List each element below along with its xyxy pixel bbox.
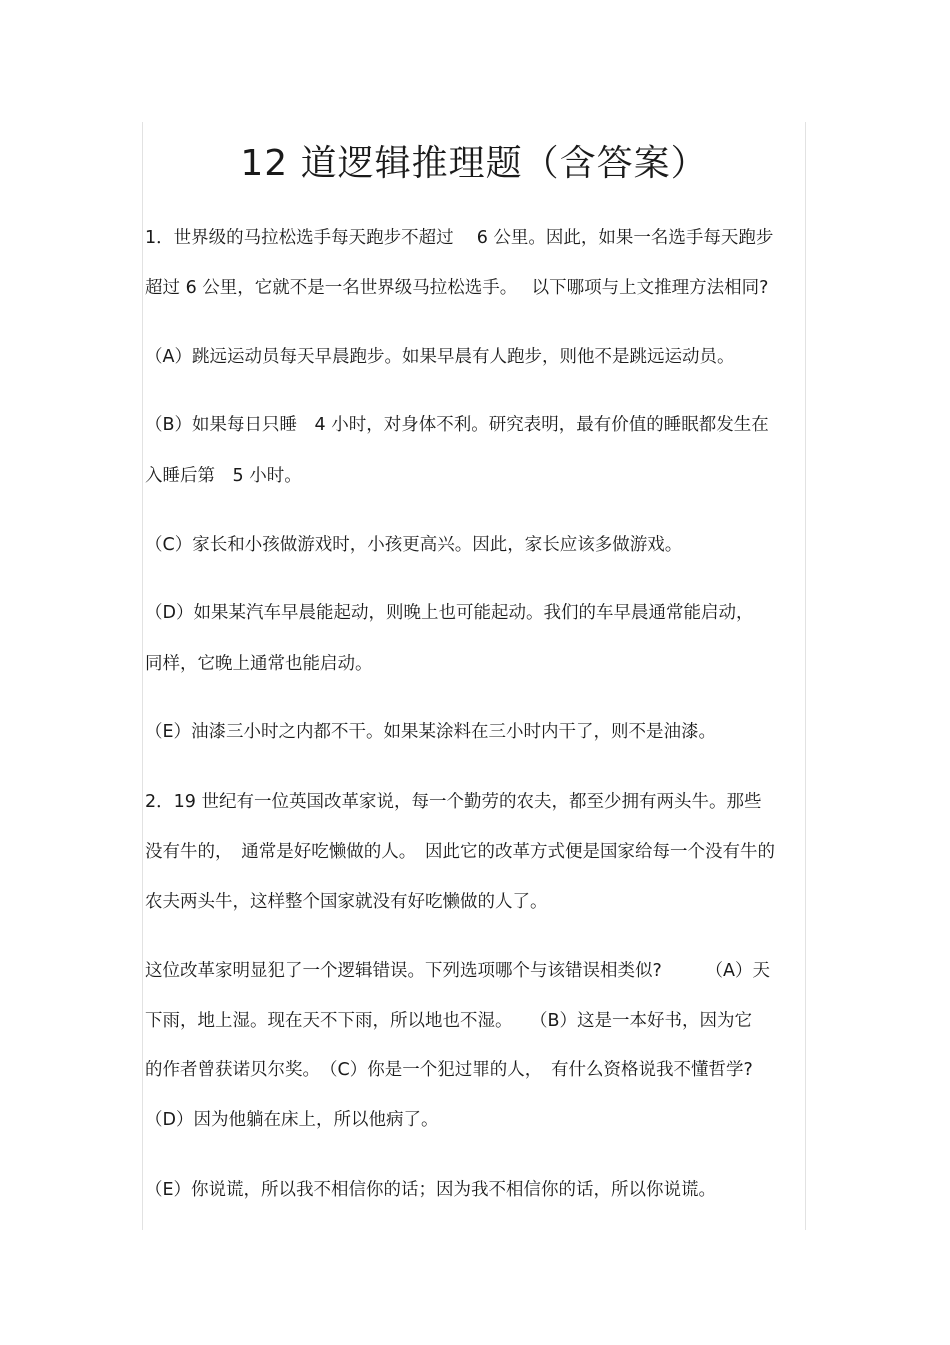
document-title: 12 道逻辑推理题（含答案）	[240, 143, 708, 184]
q1-line-1: 1．世界级的马拉松选手每天跑步不超过 6 公里。因此，如果一名选手每天跑步	[145, 228, 774, 248]
q1-option-d-line-1: （D）如果某汽车早晨能起动，则晚上也可能起动。我们的车早晨通常能启动，	[145, 603, 754, 623]
page-right-rule	[805, 122, 806, 1230]
q2-line-2: 没有牛的， 通常是好吃懒做的人。 因此它的改革方式便是国家给每一个没有牛的	[145, 842, 775, 862]
q1-option-c: （C）家长和小孩做游戏时，小孩更高兴。因此，家长应该多做游戏。	[145, 535, 683, 555]
q2-line-3: 农夫两头牛，这样整个国家就没有好吃懒做的人了。	[145, 892, 548, 912]
q2-question-line-3: 的作者曾获诺贝尔奖。 （C）你是一个犯过罪的人， 有什么资格说我不懂哲学?	[145, 1060, 753, 1080]
q1-line-2: 超过 6 公里，它就不是一名世界级马拉松选手。 以下哪项与上文推理方法相同?	[145, 278, 769, 298]
q1-option-b-line-2: 入睡后第 5 小时。	[145, 466, 302, 486]
q2-option-e: （E）你说谎，所以我不相信你的话；因为我不相信你的话，所以你说谎。	[145, 1180, 717, 1200]
page-left-rule	[142, 122, 143, 1230]
q2-option-d: （D）因为他躺在床上，所以他病了。	[145, 1110, 439, 1130]
q1-option-d-line-2: 同样，它晚上通常也能启动。	[145, 654, 373, 674]
q1-option-e: （E）油漆三小时之内都不干。如果某涂料在三小时内干了，则不是油漆。	[145, 722, 717, 742]
q2-question-line-2: 下雨，地上湿。现在天不下雨，所以地也不湿。 （B）这是一本好书，因为它	[145, 1011, 753, 1031]
q2-question-line-1: 这位改革家明显犯了一个逻辑错误。下列选项哪个与该错误相类似? （A）天	[145, 961, 771, 981]
q1-option-a: （A）跳远运动员每天早晨跑步。如果早晨有人跑步，则他不是跳远运动员。	[145, 347, 735, 367]
q1-option-b-line-1: （B）如果每日只睡 4 小时，对身体不利。研究表明，最有价值的睡眠都发生在	[145, 415, 769, 435]
q2-line-1: 2．19 世纪有一位英国改革家说，每一个勤劳的农夫，都至少拥有两头牛。那些	[145, 792, 762, 812]
